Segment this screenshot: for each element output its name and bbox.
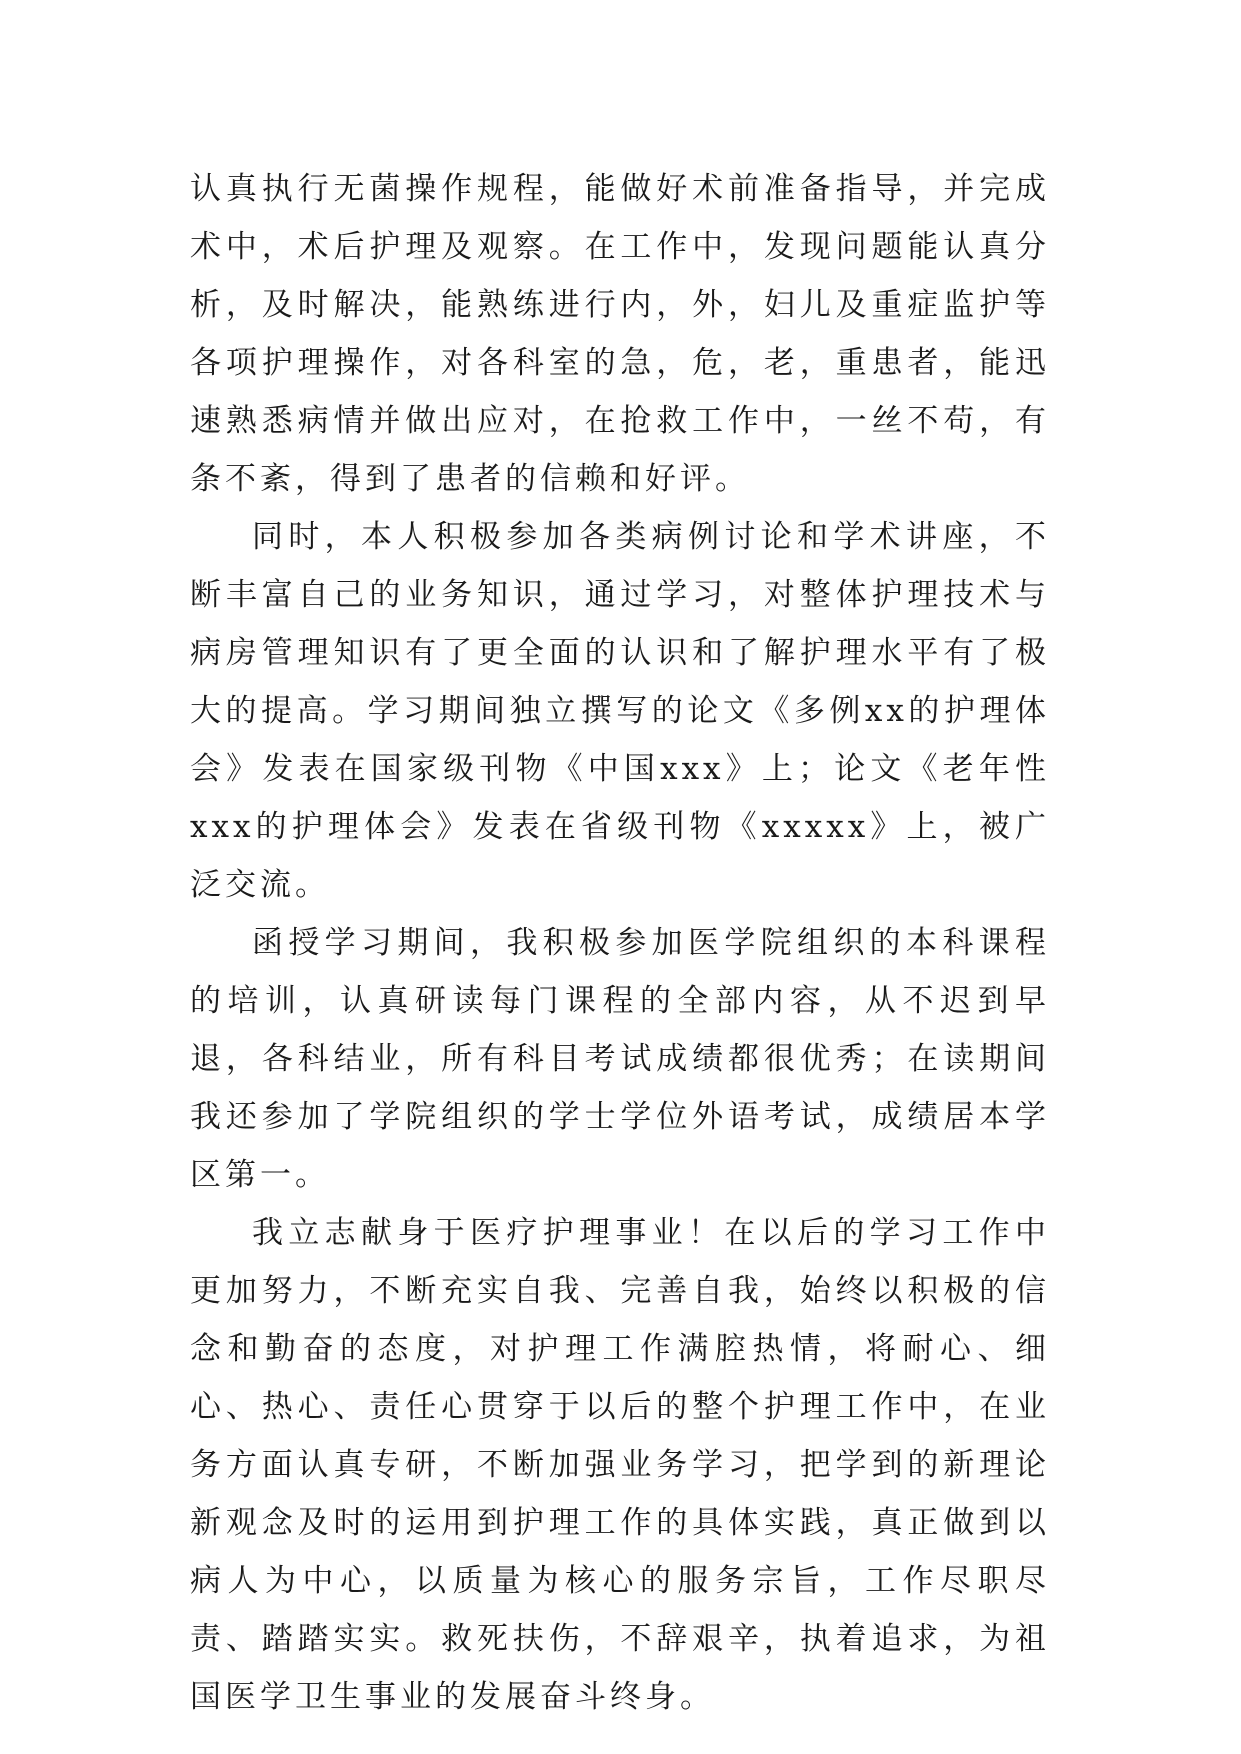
paragraph-2: 同时，本人积极参加各类病例讨论和学术讲座，不断丰富自己的业务知识，通过学习，对整体护理技术与病房管理知识有了更全面的认识和了解护理水平有了极大的提高。学习期间独立撰写的论文《多例xx的护理体会》发表在国家级刊物《中国xxx》上；论文《老年性xxx的护理体会》发表在省级刊物《xxxxx》上，被广泛交流。 — [190, 519, 1050, 903]
paragraph-1: 认真执行无菌操作规程，能做好术前准备指导，并完成术中，术后护理及观察。在工作中，发现问题能认真分析，及时解决，能熟练进行内，外，妇儿及重症监护等各项护理操作，对各科室的急，危，老，重患者，能迅速熟悉病情并做出应对，在抢救工作中，一丝不苟，有条不紊，得到了患者的信赖和好评。 — [190, 171, 1050, 497]
document-body — [190, 160, 1050, 1726]
paragraph-3: 函授学习期间，我积极参加医学院组织的本科课程的培训，认真研读每门课程的全部内容，从不迟到早退，各科结业，所有科目考试成绩都很优秀；在读期间我还参加了学院组织的学士学位外语考试，成绩居本学区第一。 — [190, 925, 1050, 1193]
paragraph-4: 我立志献身于医疗护理事业！在以后的学习工作中更加努力，不断充实自我、完善自我，始终以积极的信念和勤奋的态度，对护理工作满腔热情，将耐心、细心、热心、责任心贯穿于以后的整个护理工作中，在业务方面认真专研，不断加强业务学习，把学到的新理论新观念及时的运用到护理工作的具体实践，真正做到以病人为中心，以质量为核心的服务宗旨，工作尽职尽责、踏踏实实。救死扶伤，不辞艰辛，执着追求，为祖国医学卫生事业的发展奋斗终身。 — [190, 1215, 1050, 1715]
